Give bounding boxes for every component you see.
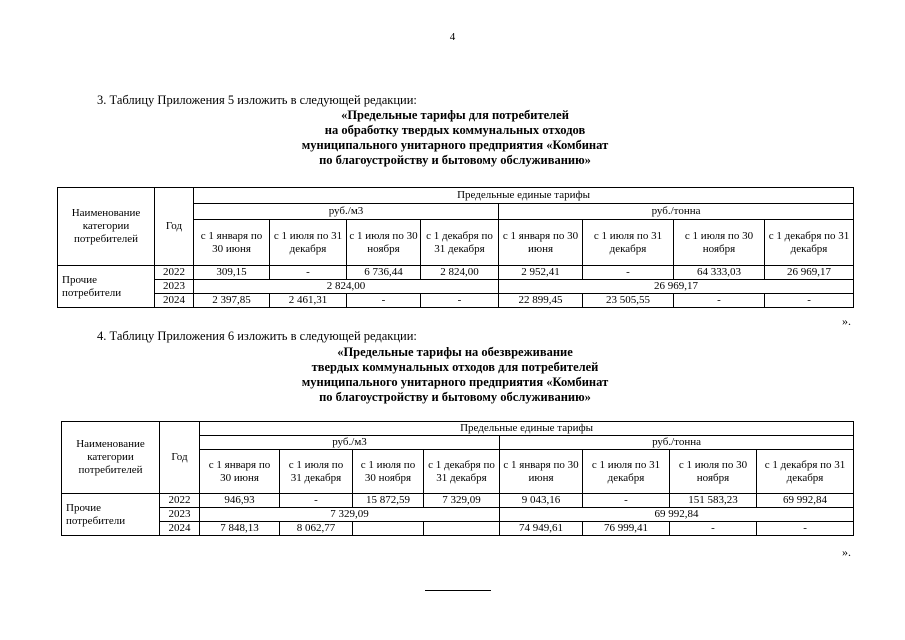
period-header: с 1 июля по 30 ноября [674,220,765,266]
title-line: «Предельные тарифы для потребителей [341,108,569,122]
title-line: муниципального унитарного предприятия «Комбинат [301,375,609,389]
value-cell: 2 952,41 [499,266,583,280]
tariff-table-appendix-6 [61,421,854,536]
header-unit-ton: руб./тонна [499,204,854,220]
value-cell: 7 329,09 [424,494,500,508]
period-header: с 1 января по 30 июня [499,220,583,266]
period-header: с 1 июля по 30 ноября [347,220,421,266]
title-line: на обработку твердых коммунальных отходов [324,123,586,137]
value-cell: 946,93 [200,494,280,508]
value-cell-merged: 69 992,84 [500,508,854,522]
section-3-closing: ». [842,314,851,328]
title-line: «Предельные тарифы на обезвреживание [337,345,573,359]
value-cell: 2 824,00 [421,266,499,280]
value-cell: - [583,494,670,508]
page-number: 4 [449,31,456,43]
value-cell: - [583,266,674,280]
title-line: твердых коммунальных отходов для потребителей [311,360,599,374]
value-cell-merged: 7 329,09 [200,508,500,522]
value-cell: 74 949,61 [500,522,583,536]
value-cell: - [670,522,757,536]
section-3-title [240,108,670,168]
value-cell: 8 062,77 [280,522,353,536]
period-header: с 1 декабря по 31 декабря [421,220,499,266]
period-header: с 1 июля по 30 ноября [353,450,424,494]
value-cell: 6 736,44 [347,266,421,280]
header-category: Наименование категории потребителей [62,422,160,494]
period-header: с 1 января по 30 июня [194,220,270,266]
header-tariffs: Предельные единые тарифы [200,422,854,436]
value-cell [353,522,424,536]
value-cell: 2 397,85 [194,294,270,308]
period-header: с 1 декабря по 31 декабря [765,220,854,266]
header-category: Наименование категории потребителей [58,188,155,266]
section-4-title [240,345,670,405]
year-cell: 2023 [155,280,194,294]
value-cell: 23 505,55 [583,294,674,308]
period-header: с 1 января по 30 июня [200,450,280,494]
value-cell: 15 872,59 [353,494,424,508]
period-header: с 1 января по 30 июня [500,450,583,494]
header-unit-m3: руб./м3 [194,204,499,220]
period-header: с 1 декабря по 31 декабря [757,450,854,494]
year-cell: 2024 [155,294,194,308]
value-cell: - [765,294,854,308]
section-3-intro: 3. Таблицу Приложения 5 изложить в следующей редакции: [97,93,417,107]
value-cell: 7 848,13 [200,522,280,536]
value-cell: - [421,294,499,308]
value-cell-merged: 2 824,00 [194,280,499,294]
value-cell: 2 461,31 [270,294,347,308]
year-cell: 2022 [160,494,200,508]
category-cell: Прочие потребители [62,494,160,536]
title-line: по благоустройству и бытовому обслуживанию» [319,153,591,167]
title-line: по благоустройству и бытовому обслуживанию» [319,390,591,404]
period-header: с 1 июля по 31 декабря [280,450,353,494]
period-header: с 1 июля по 30 ноября [670,450,757,494]
value-cell [424,522,500,536]
header-year: Год [160,422,200,494]
value-cell: 69 992,84 [757,494,854,508]
value-cell: - [280,494,353,508]
year-cell: 2022 [155,266,194,280]
period-header: с 1 декабря по 31 декабря [424,450,500,494]
value-cell: 309,15 [194,266,270,280]
title-line: муниципального унитарного предприятия «Комбинат [301,138,609,152]
value-cell: 22 899,45 [499,294,583,308]
value-cell: - [347,294,421,308]
value-cell: 9 043,16 [500,494,583,508]
value-cell: - [270,266,347,280]
footer-divider [425,590,491,591]
header-tariffs: Предельные единые тарифы [194,188,854,204]
header-year: Год [155,188,194,266]
tariff-table-appendix-5 [57,187,854,308]
period-header: с 1 июля по 31 декабря [583,220,674,266]
period-header: с 1 июля по 31 декабря [270,220,347,266]
header-unit-ton: руб./тонна [500,436,854,450]
value-cell-merged: 26 969,17 [499,280,854,294]
value-cell: 64 333,03 [674,266,765,280]
period-header: с 1 июля по 31 декабря [583,450,670,494]
value-cell: 76 999,41 [583,522,670,536]
category-cell: Прочие потребители [58,266,155,308]
year-cell: 2024 [160,522,200,536]
section-4-closing: ». [842,545,851,559]
section-4-intro: 4. Таблицу Приложения 6 изложить в следующей редакции: [97,329,417,343]
year-cell: 2023 [160,508,200,522]
value-cell: 151 583,23 [670,494,757,508]
value-cell: - [757,522,854,536]
header-unit-m3: руб./м3 [200,436,500,450]
value-cell: 26 969,17 [765,266,854,280]
value-cell: - [674,294,765,308]
